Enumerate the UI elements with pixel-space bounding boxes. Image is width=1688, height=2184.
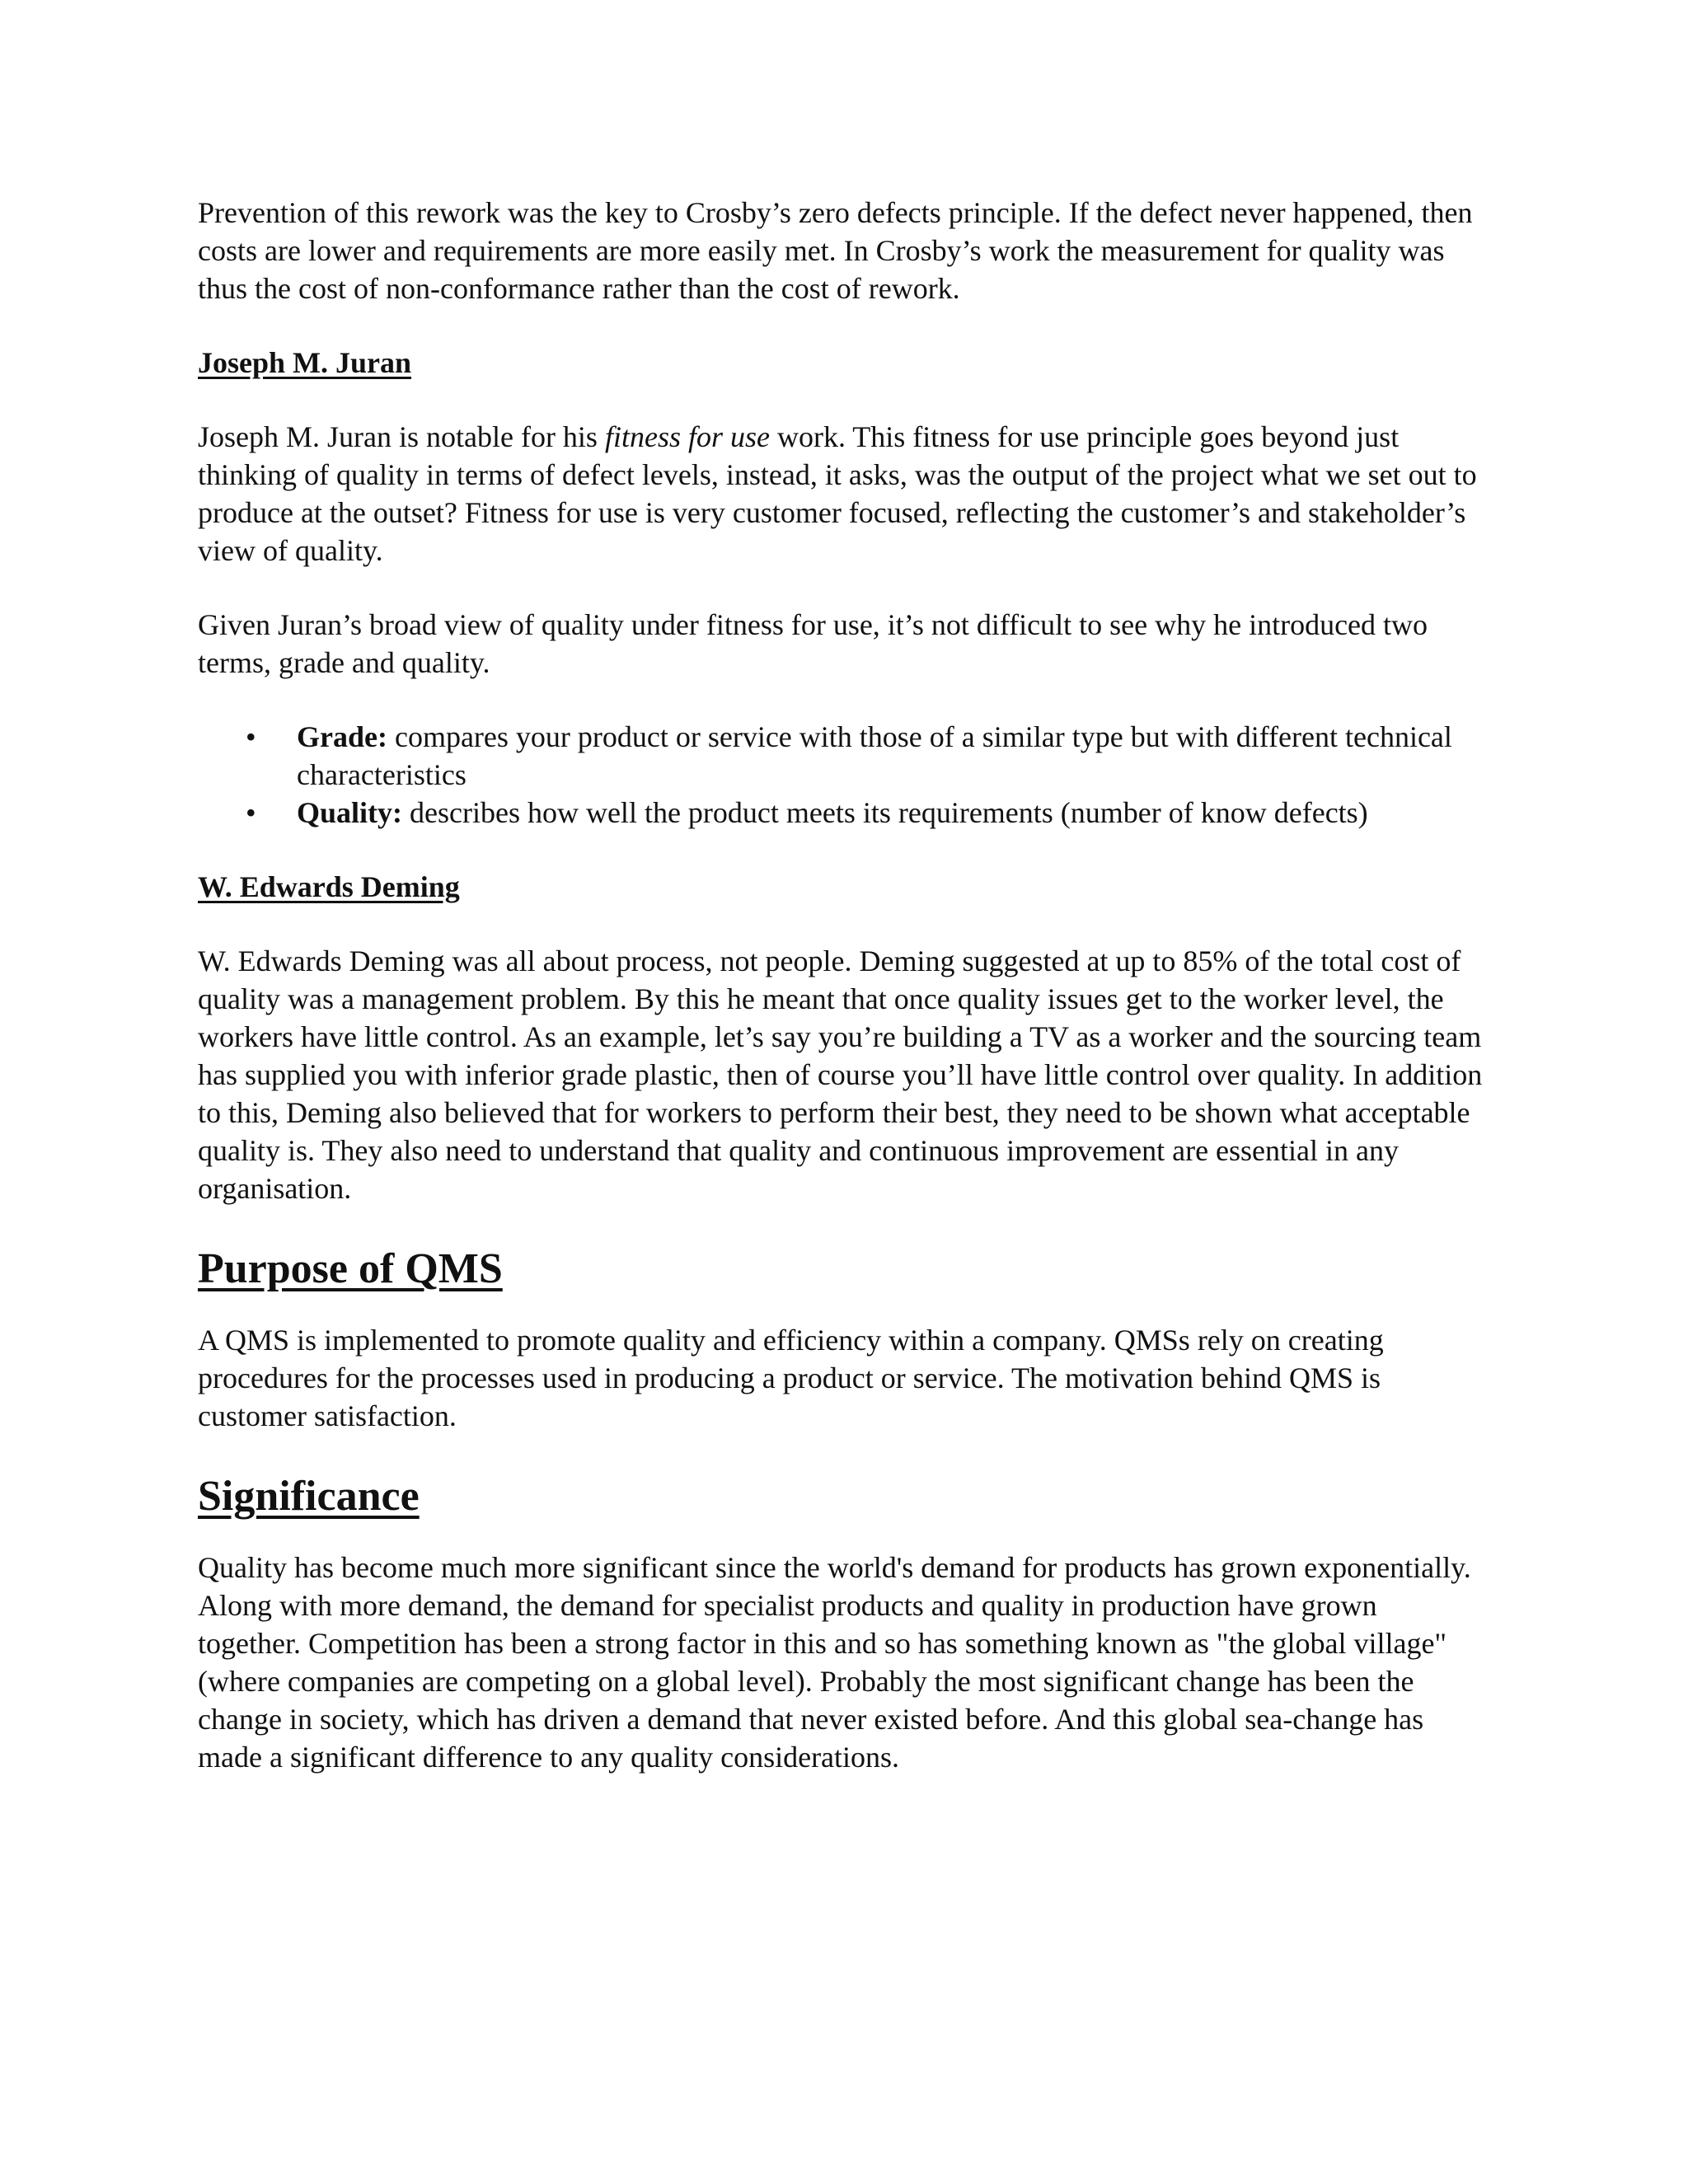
fitness-for-use-term: fitness for use (604, 420, 770, 453)
grade-quality-list (198, 718, 1484, 832)
document-page (198, 194, 1484, 1812)
grade-definition: compares your product or service with those of a similar type but with different technical characteristics (297, 720, 1452, 791)
juran-paragraph-rest: work. This fitness for use principle goes beyond just thinking of quality in terms of defect levels, instead, it asks, was the output of the project what we set out to produce at the outset? Fitness for use is very customer focused, reflecting the customer’s and stakeholder’s view of quality. (198, 420, 1477, 567)
grade-term: Grade: (297, 720, 387, 753)
quality-definition: describes how well the product meets its requirements (number of know defects) (402, 796, 1368, 829)
bullet-icon: • (246, 720, 256, 753)
crosby-paragraph: Prevention of this rework was the key to Crosby’s zero defects principle. If the defect never happened, then costs are lower and requirements are more easily met. In Crosby’s work the measurement for quality was thus the cost of non-conformance rather than the cost of rework. (198, 196, 1473, 305)
list-item-quality (198, 794, 1484, 832)
purpose-paragraph: A QMS is implemented to promote quality and efficiency within a company. QMSs rely on creating procedures for the processes used in producing a product or service. The motivation behind QMS is customer satisfaction. (198, 1324, 1384, 1432)
deming-heading: W. Edwards Deming (198, 870, 460, 903)
significance-paragraph: Quality has become much more significant since the world's demand for products has grown exponentially. Along with more demand, the demand for specialist products and quality in production have grown together. Competition has been a strong factor in this and so has something known as "the global village" (where companies are competing on a global level). Probably the most significant change has been the change in society, which has driven a demand that never existed before. And this global sea-change has made a significant difference to any quality considerations. (198, 1551, 1471, 1774)
quality-term: Quality: (297, 796, 403, 829)
bullet-icon: • (246, 796, 256, 829)
list-item-grade (198, 718, 1484, 794)
juran-terms-paragraph: Given Juran’s broad view of quality under fitness for use, it’s not difficult to see why he introduced two terms, grade and quality. (198, 608, 1428, 679)
juran-heading: Joseph M. Juran (198, 346, 412, 379)
purpose-of-qms-heading: Purpose of QMS (198, 1245, 503, 1292)
juran-paragraph-lead: Joseph M. Juran is notable for his (198, 420, 605, 453)
deming-paragraph: W. Edwards Deming was all about process, not people. Deming suggested at up to 85% of the total cost of quality was a management problem. By this he meant that once quality issues get to the worker level, the workers have little control. As an example, let’s say you’re building a TV as a worker and the sourcing team has supplied you with inferior grade plastic, then of course you’ll have little control over quality. In addition to this, Deming also believed that for workers to perform their best, they need to be shown what acceptable quality is. They also need to understand that quality and continuous improvement are essential in any organisation. (198, 944, 1483, 1205)
juran-paragraph (198, 418, 1484, 569)
significance-heading: Significance (198, 1473, 420, 1520)
